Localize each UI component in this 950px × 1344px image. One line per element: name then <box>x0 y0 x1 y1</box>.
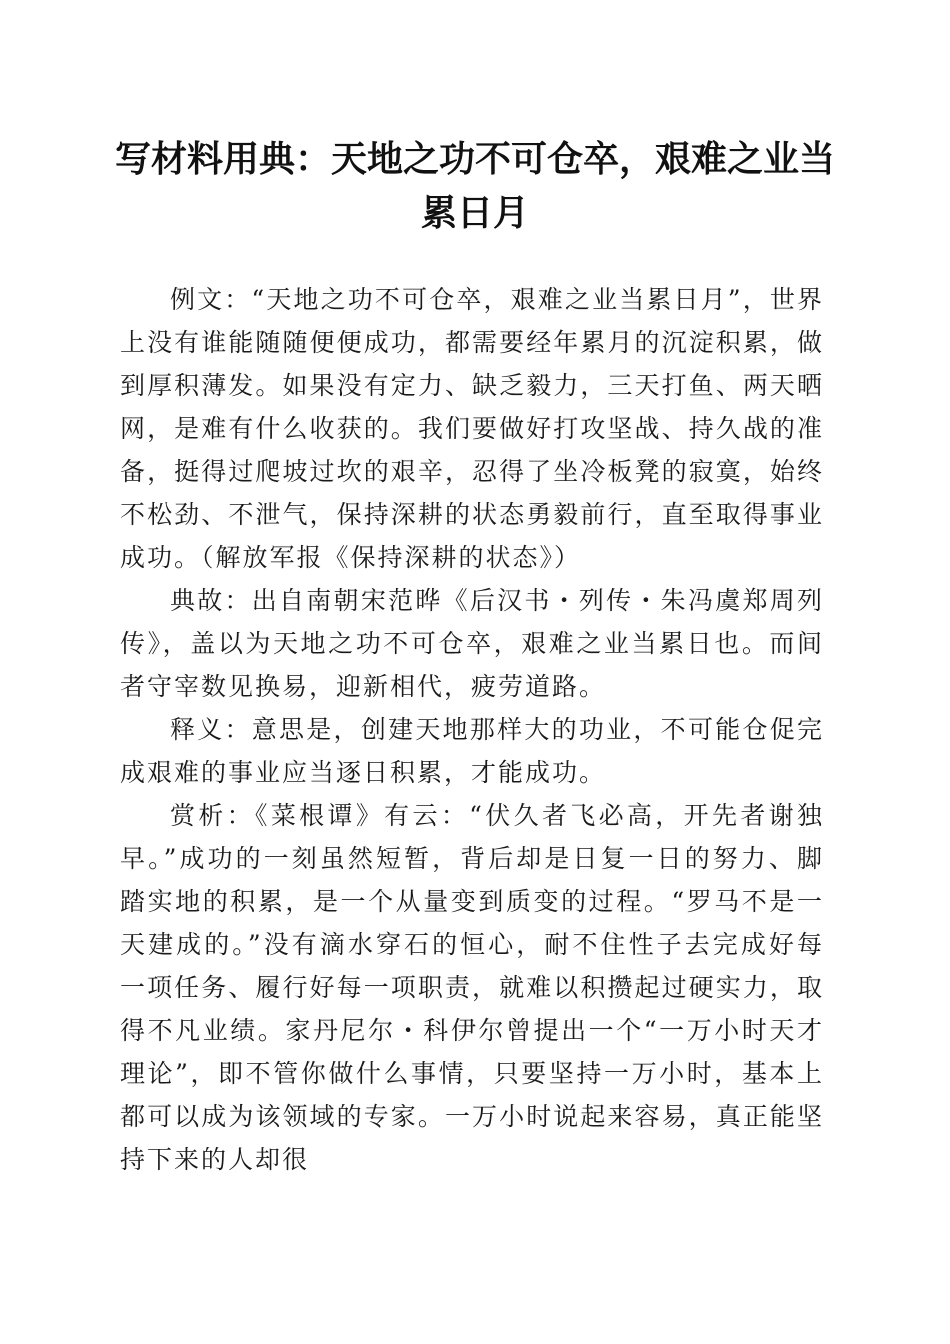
paragraph-allusion: 典故：出自南朝宋范晔《后汉书・列传・朱冯虞郑周列传》，盖以为天地之功不可仓卒，艰难之业当累日也。而间者守宰数见换易，迎新相代，疲劳道路。 <box>120 586 824 701</box>
document-body <box>120 278 824 1181</box>
paragraph-example: 例文：“天地之功不可仓卒，艰难之业当累日月”，世界上没有谁能随随便便成功，都需要经年累月的沉淀积累，做到厚积薄发。如果没有定力、缺乏毅力，三天打鱼、两天晒网，是难有什么收获的。我们要做好打攻坚战、持久战的准备，挺得过爬坡过坎的艰辛，忍得了坐冷板凳的寂寞，始终不松劲、不泄气，保持深耕的状态勇毅前行，直至取得事业成功。（解放军报《保持深耕的状态》） <box>120 285 824 572</box>
paragraph-meaning: 释义：意思是，创建天地那样大的功业，不可能仓促完成艰难的事业应当逐日积累，才能成功。 <box>120 715 824 787</box>
document-title: 写材料用典：天地之功不可仓卒，艰难之业当累日月 <box>114 138 835 234</box>
paragraph-appreciation: 赏析：《菜根谭》有云：“伏久者飞必高，开先者谢独早。”成功的一刻虽然短暂，背后却是日复一日的努力、脚踏实地的积累，是一个从量变到质变的过程。“罗马不是一天建成的。”没有滴水穿石的恒心，耐不住性子去完成好每一项任务、履行好每一项职责，就难以积攒起过硬实力，取得不凡业绩。家丹尼尔・科伊尔曾提出一个“一万小时天才理论”，即不管你做什么事情，只要坚持一万小时，基本上都可以成为该领域的专家。一万小时说起来容易，真正能坚持下来的人却很 <box>120 801 824 1174</box>
